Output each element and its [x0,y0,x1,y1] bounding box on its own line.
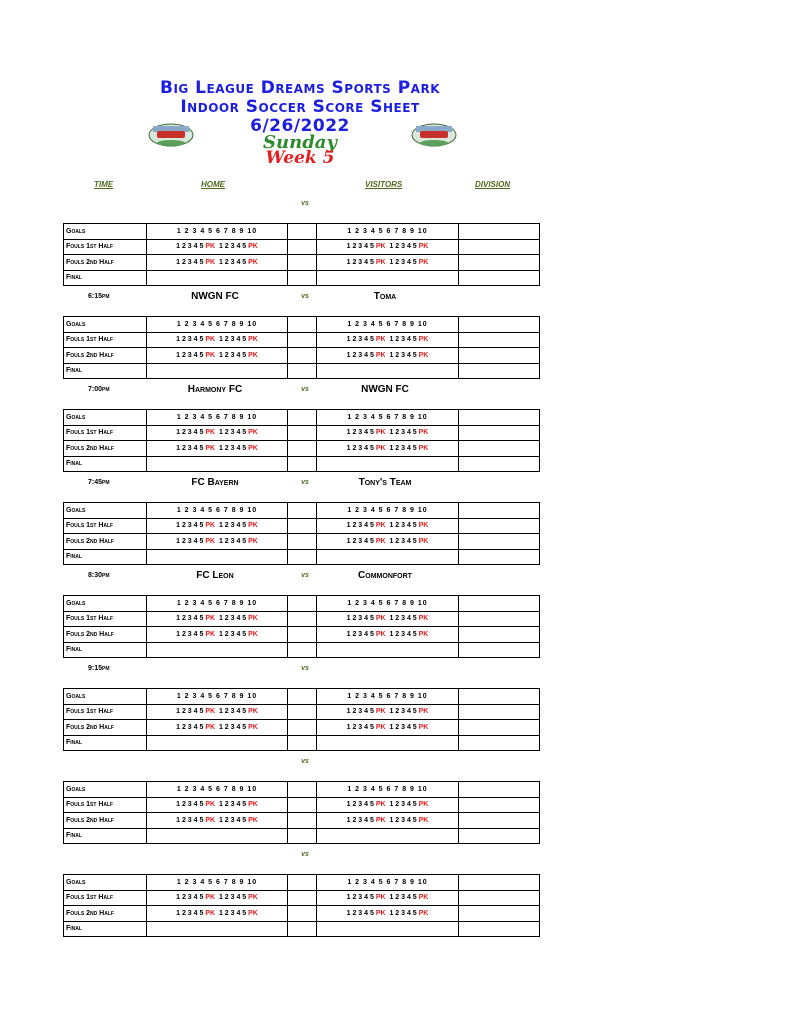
column-header-home: HOME [201,180,225,189]
visitor-fouls-cell[interactable]: 1 2 3 4 5 PK 1 2 3 4 5 PK [317,239,459,255]
home-goals-cell[interactable]: 1 2 3 4 5 6 7 8 9 10 [147,410,288,426]
visitor-fouls-cell[interactable]: 1 2 3 4 5 PK 1 2 3 4 5 PK [317,255,459,271]
game-time: 7:00pm [88,386,110,393]
home-goals-cell[interactable]: 1 2 3 4 5 6 7 8 9 10 [147,503,288,519]
fouls-second-half-row [64,348,540,364]
title-day: Sunday [263,132,337,153]
home-fouls-cell[interactable]: 1 2 3 4 5 PK 1 2 3 4 5 PK [147,797,288,813]
score-table [63,781,540,844]
division-cell[interactable] [459,890,540,906]
division-cell[interactable] [459,317,540,333]
division-cell[interactable] [459,813,540,829]
home-final-cell[interactable] [147,642,288,658]
visitor-final-cell[interactable] [317,828,459,844]
home-final-cell[interactable] [147,456,288,472]
home-final-cell[interactable] [147,270,288,286]
home-fouls-cell[interactable]: 1 2 3 4 5 PK 1 2 3 4 5 PK [147,720,288,736]
visitor-final-cell[interactable] [317,456,459,472]
visitor-fouls-cell[interactable]: 1 2 3 4 5 PK 1 2 3 4 5 PK [317,348,459,364]
visitor-team: Toma [373,291,397,302]
home-goals-cell[interactable]: 1 2 3 4 5 6 7 8 9 10 [147,875,288,891]
goals-row [64,317,540,333]
fouls-second-half-row [64,720,540,736]
division-cell[interactable] [459,720,540,736]
visitor-fouls-cell[interactable]: 1 2 3 4 5 PK 1 2 3 4 5 PK [317,627,459,643]
home-team: FC Leon [196,570,234,581]
row-label: Final [64,828,147,844]
vs-label: vs [301,200,309,207]
score-table [63,409,540,472]
row-label: Final [64,549,147,565]
fouls-first-half-row [64,797,540,813]
home-fouls-cell[interactable]: 1 2 3 4 5 PK 1 2 3 4 5 PK [147,239,288,255]
row-label: Fouls 1st Half [64,890,147,906]
row-label: Fouls 1st Half [64,704,147,720]
vs-label: vs [301,479,309,486]
division-cell[interactable] [459,425,540,441]
score-table [63,316,540,379]
visitor-goals-cell[interactable]: 1 2 3 4 5 6 7 8 9 10 [317,782,459,798]
title-park: Big League Dreams Sports Park [159,78,441,98]
visitor-fouls-cell[interactable]: 1 2 3 4 5 PK 1 2 3 4 5 PK [317,797,459,813]
division-cell[interactable] [459,410,540,426]
row-label: Fouls 1st Half [64,611,147,627]
fouls-first-half-row [64,239,540,255]
goals-row [64,782,540,798]
home-fouls-cell[interactable]: 1 2 3 4 5 PK 1 2 3 4 5 PK [147,348,288,364]
home-goals-cell[interactable]: 1 2 3 4 5 6 7 8 9 10 [147,782,288,798]
fouls-second-half-row [64,627,540,643]
home-team: NWGN FC [191,291,239,302]
score-table [63,502,540,565]
visitor-goals-cell[interactable]: 1 2 3 4 5 6 7 8 9 10 [317,875,459,891]
division-cell[interactable] [459,549,540,565]
vs-label: vs [301,572,309,579]
row-label: Fouls 2nd Half [64,255,147,271]
division-cell[interactable] [459,255,540,271]
fouls-first-half-row [64,518,540,534]
row-label: Goals [64,503,147,519]
row-label: Fouls 2nd Half [64,348,147,364]
row-label: Goals [64,875,147,891]
visitor-final-cell[interactable] [317,642,459,658]
column-header-division: DIVISION [475,180,511,189]
visitor-goals-cell[interactable]: 1 2 3 4 5 6 7 8 9 10 [317,689,459,705]
division-cell[interactable] [459,735,540,751]
visitor-fouls-cell[interactable]: 1 2 3 4 5 PK 1 2 3 4 5 PK [317,534,459,550]
home-fouls-cell[interactable]: 1 2 3 4 5 PK 1 2 3 4 5 PK [147,906,288,922]
visitor-fouls-cell[interactable]: 1 2 3 4 5 PK 1 2 3 4 5 PK [317,704,459,720]
home-final-cell[interactable] [147,921,288,937]
fouls-first-half-row [64,611,540,627]
home-final-cell[interactable] [147,828,288,844]
visitor-goals-cell[interactable]: 1 2 3 4 5 6 7 8 9 10 [317,503,459,519]
goals-row [64,596,540,612]
row-label: Fouls 1st Half [64,518,147,534]
fouls-second-half-row [64,534,540,550]
visitor-team: Tony's Team [358,477,412,488]
visitor-fouls-cell[interactable]: 1 2 3 4 5 PK 1 2 3 4 5 PK [317,906,459,922]
fouls-second-half-row [64,441,540,457]
visitor-final-cell[interactable] [317,270,459,286]
final-row [64,549,540,565]
home-fouls-cell[interactable]: 1 2 3 4 5 PK 1 2 3 4 5 PK [147,611,288,627]
row-label: Fouls 1st Half [64,332,147,348]
division-cell[interactable] [459,906,540,922]
fouls-first-half-row [64,332,540,348]
division-cell[interactable] [459,441,540,457]
fouls-first-half-row [64,425,540,441]
row-label: Fouls 1st Half [64,239,147,255]
score-table [63,874,540,937]
division-cell[interactable] [459,642,540,658]
row-label: Goals [64,596,147,612]
goals-row [64,503,540,519]
home-goals-cell[interactable]: 1 2 3 4 5 6 7 8 9 10 [147,689,288,705]
final-row [64,828,540,844]
score-table [63,595,540,658]
column-header-visitors: VISITORS [365,180,403,189]
division-cell[interactable] [459,921,540,937]
visitor-final-cell[interactable] [317,549,459,565]
title-sheet: Indoor Soccer Score Sheet [180,97,420,117]
visitor-team: Commonfort [358,570,412,581]
home-team: FC Bayern [191,477,239,488]
home-final-cell[interactable] [147,735,288,751]
final-row [64,735,540,751]
division-cell[interactable] [459,689,540,705]
home-fouls-cell[interactable]: 1 2 3 4 5 PK 1 2 3 4 5 PK [147,890,288,906]
division-cell[interactable] [459,611,540,627]
goals-row [64,689,540,705]
row-label: Fouls 2nd Half [64,534,147,550]
division-cell[interactable] [459,363,540,379]
division-cell[interactable] [459,224,540,240]
division-cell[interactable] [459,332,540,348]
stadium-logo-icon [410,118,458,148]
division-cell[interactable] [459,270,540,286]
division-cell[interactable] [459,875,540,891]
vs-label: vs [301,293,309,300]
home-fouls-cell[interactable]: 1 2 3 4 5 PK 1 2 3 4 5 PK [147,534,288,550]
row-label: Goals [64,410,147,426]
row-label: Final [64,270,147,286]
game-time: 6:15pm [88,293,110,300]
visitor-fouls-cell[interactable]: 1 2 3 4 5 PK 1 2 3 4 5 PK [317,720,459,736]
visitor-goals-cell[interactable]: 1 2 3 4 5 6 7 8 9 10 [317,410,459,426]
visitor-goals-cell[interactable]: 1 2 3 4 5 6 7 8 9 10 [317,224,459,240]
goals-row [64,875,540,891]
row-label: Goals [64,224,147,240]
home-fouls-cell[interactable]: 1 2 3 4 5 PK 1 2 3 4 5 PK [147,813,288,829]
division-cell[interactable] [459,348,540,364]
fouls-first-half-row [64,890,540,906]
row-label: Fouls 1st Half [64,425,147,441]
title-date: 6/26/2022 [250,116,350,136]
final-row [64,921,540,937]
visitor-final-cell[interactable] [317,735,459,751]
visitor-fouls-cell[interactable]: 1 2 3 4 5 PK 1 2 3 4 5 PK [317,813,459,829]
row-label: Fouls 2nd Half [64,720,147,736]
final-row [64,363,540,379]
vs-label: vs [301,851,309,858]
fouls-second-half-row [64,255,540,271]
row-label: Fouls 2nd Half [64,906,147,922]
visitor-final-cell[interactable] [317,921,459,937]
fouls-first-half-row [64,704,540,720]
home-goals-cell[interactable]: 1 2 3 4 5 6 7 8 9 10 [147,224,288,240]
row-label: Fouls 1st Half [64,797,147,813]
row-label: Goals [64,317,147,333]
home-final-cell[interactable] [147,549,288,565]
goals-row [64,410,540,426]
visitor-team: NWGN FC [361,384,409,395]
visitor-final-cell[interactable] [317,363,459,379]
visitor-fouls-cell[interactable]: 1 2 3 4 5 PK 1 2 3 4 5 PK [317,425,459,441]
column-header-time: TIME [94,180,114,189]
home-goals-cell[interactable]: 1 2 3 4 5 6 7 8 9 10 [147,596,288,612]
home-fouls-cell[interactable]: 1 2 3 4 5 PK 1 2 3 4 5 PK [147,441,288,457]
game-time: 7:45pm [88,479,110,486]
home-fouls-cell[interactable]: 1 2 3 4 5 PK 1 2 3 4 5 PK [147,627,288,643]
division-cell[interactable] [459,704,540,720]
division-cell[interactable] [459,828,540,844]
row-label: Fouls 2nd Half [64,813,147,829]
final-row [64,270,540,286]
row-label: Final [64,735,147,751]
title-week: Week 5 [265,148,335,168]
game-time: 8:30pm [88,572,110,579]
home-fouls-cell[interactable]: 1 2 3 4 5 PK 1 2 3 4 5 PK [147,332,288,348]
row-label: Final [64,363,147,379]
row-label: Fouls 2nd Half [64,441,147,457]
fouls-second-half-row [64,813,540,829]
division-cell[interactable] [459,782,540,798]
division-cell[interactable] [459,797,540,813]
goals-row [64,224,540,240]
final-row [64,642,540,658]
division-cell[interactable] [459,627,540,643]
home-final-cell[interactable] [147,363,288,379]
final-row [64,456,540,472]
visitor-fouls-cell[interactable]: 1 2 3 4 5 PK 1 2 3 4 5 PK [317,611,459,627]
vs-label: vs [301,665,309,672]
row-label: Final [64,642,147,658]
score-table [63,688,540,751]
game-time: 9:15pm [88,665,110,672]
visitor-fouls-cell[interactable]: 1 2 3 4 5 PK 1 2 3 4 5 PK [317,890,459,906]
division-cell[interactable] [459,239,540,255]
visitor-fouls-cell[interactable]: 1 2 3 4 5 PK 1 2 3 4 5 PK [317,441,459,457]
division-cell[interactable] [459,456,540,472]
home-goals-cell[interactable]: 1 2 3 4 5 6 7 8 9 10 [147,317,288,333]
row-label: Goals [64,782,147,798]
row-label: Final [64,456,147,472]
home-fouls-cell[interactable]: 1 2 3 4 5 PK 1 2 3 4 5 PK [147,518,288,534]
row-label: Fouls 2nd Half [64,627,147,643]
home-fouls-cell[interactable]: 1 2 3 4 5 PK 1 2 3 4 5 PK [147,255,288,271]
visitor-fouls-cell[interactable]: 1 2 3 4 5 PK 1 2 3 4 5 PK [317,518,459,534]
home-fouls-cell[interactable]: 1 2 3 4 5 PK 1 2 3 4 5 PK [147,425,288,441]
vs-label: vs [301,386,309,393]
division-cell[interactable] [459,534,540,550]
home-fouls-cell[interactable]: 1 2 3 4 5 PK 1 2 3 4 5 PK [147,704,288,720]
division-cell[interactable] [459,503,540,519]
visitor-goals-cell[interactable]: 1 2 3 4 5 6 7 8 9 10 [317,317,459,333]
vs-label: vs [301,758,309,765]
division-cell[interactable] [459,518,540,534]
visitor-fouls-cell[interactable]: 1 2 3 4 5 PK 1 2 3 4 5 PK [317,332,459,348]
row-label: Goals [64,689,147,705]
division-cell[interactable] [459,596,540,612]
fouls-second-half-row [64,906,540,922]
visitor-goals-cell[interactable]: 1 2 3 4 5 6 7 8 9 10 [317,596,459,612]
stadium-logo-icon [147,118,195,148]
score-table [63,223,540,286]
home-team: Harmony FC [187,384,243,395]
row-label: Final [64,921,147,937]
